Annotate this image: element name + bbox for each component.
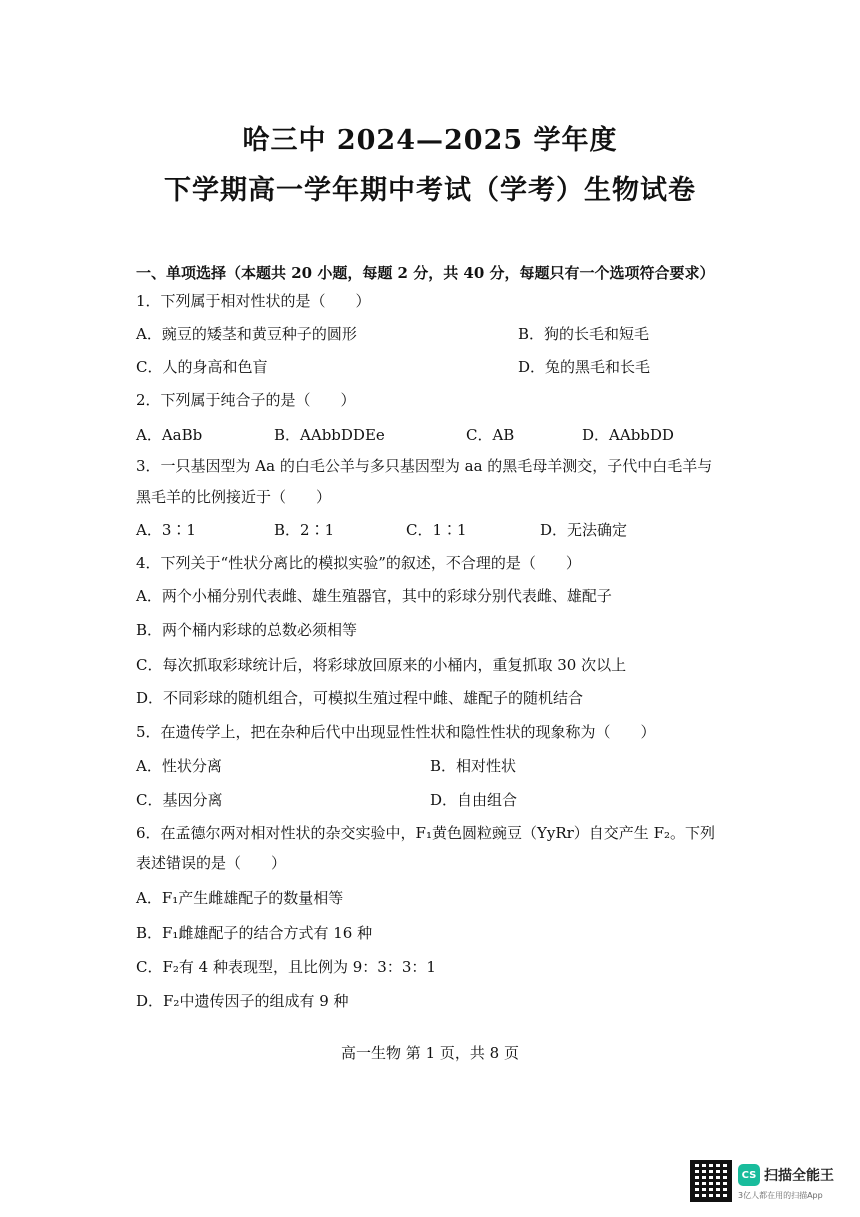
question-5-stem: 5．在遗传学上，把在杂种后代中出现显性性状和隐性性状的现象称为（ ）: [136, 723, 656, 741]
question-2-option-c: C．AB: [466, 426, 515, 444]
question-4-stem: 4．下列关于“性状分离比的模拟实验”的叙述，不合理的是（ ）: [136, 554, 581, 572]
question-3-option-c: C．1∶1: [406, 521, 467, 539]
question-5-option-a: A．性状分离: [136, 757, 222, 775]
page-footer: 高一生物 第 1 页，共 8 页: [341, 1044, 519, 1062]
question-5-option-b: B．相对性状: [430, 757, 517, 775]
question-6-stem-line1: 6．在孟德尔两对相对性状的杂交实验中，F₁黄色圆粒豌豆（YyRr）自交产生 F₂。下列: [136, 824, 715, 842]
question-3-option-a: A．3∶1: [136, 521, 196, 539]
question-2-option-d: D．AAbbDD: [582, 426, 674, 444]
question-6-option-c: C．F₂有 4 种表现型，且比例为 9：3：3：1: [136, 958, 436, 976]
exam-title-line2: 下学期高一学年期中考试（学考）生物试卷: [164, 175, 696, 206]
question-6-option-a: A．F₁产生雌雄配子的数量相等: [136, 889, 344, 907]
question-4-option-b: B．两个桶内彩球的总数必须相等: [136, 621, 358, 639]
question-3-option-b: B．2∶1: [274, 521, 335, 539]
question-2-option-b: B．AAbbDDEe: [274, 426, 385, 444]
question-6-option-d: D．F₂中遗传因子的组成有 9 种: [136, 992, 349, 1010]
question-3-stem-line1: 3．一只基因型为 Aa 的白毛公羊与多只基因型为 aa 的黑毛母羊测交，子代中白毛羊与: [136, 457, 713, 475]
question-2-option-a: A．AaBb: [136, 426, 203, 444]
question-4-option-c: C．每次抓取彩球统计后，将彩球放回原来的小桶内，重复抓取 30 次以上: [136, 656, 627, 674]
question-4-option-d: D．不同彩球的随机组合，可模拟生殖过程中雌、雄配子的随机结合: [136, 689, 584, 707]
question-4-option-a: A．两个小桶分别代表雌、雄生殖器官，其中的彩球分别代表雌、雄配子: [136, 587, 612, 605]
question-5-option-d: D．自由组合: [430, 791, 518, 809]
exam-title-line1: 哈三中 2024—2025 学年度: [242, 125, 618, 156]
question-1-option-a: A．豌豆的矮茎和黄豆种子的圆形: [136, 325, 357, 343]
question-6-stem-line2: 表述错误的是（ ）: [136, 854, 287, 872]
question-1-option-d: D．兔的黑毛和长毛: [518, 358, 651, 376]
camscanner-logo-icon: CS: [738, 1164, 760, 1186]
camscanner-app-name: 扫描全能王: [764, 1168, 834, 1184]
question-2-stem: 2．下列属于纯合子的是（ ）: [136, 391, 356, 409]
question-6-option-b: B．F₁雌雄配子的结合方式有 16 种: [136, 924, 373, 942]
question-3-stem-line2: 黑毛羊的比例接近于（ ）: [136, 488, 332, 506]
qr-code-icon: [690, 1160, 732, 1202]
question-3-option-d: D．无法确定: [540, 521, 628, 539]
question-5-option-c: C．基因分离: [136, 791, 223, 809]
section-heading: 一、单项选择（本题共 20 小题，每题 2 分，共 40 分，每题只有一个选项符合要求）: [136, 264, 715, 282]
camscanner-tagline: 3亿人都在用的扫描App: [738, 1191, 823, 1200]
question-1-option-c: C．人的身高和色盲: [136, 358, 268, 376]
question-1-option-b: B．狗的长毛和短毛: [518, 325, 650, 343]
question-1-stem: 1．下列属于相对性状的是（ ）: [136, 292, 371, 310]
